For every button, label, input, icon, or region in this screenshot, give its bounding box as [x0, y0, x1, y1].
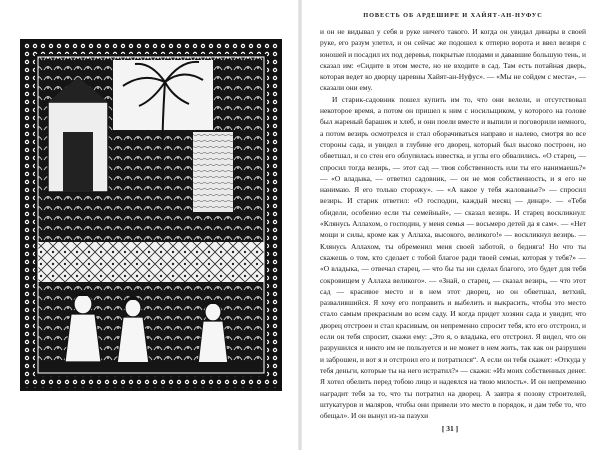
engraved-garden-scene-icon [20, 39, 282, 391]
book-gutter [298, 0, 302, 450]
paragraph: И старик-садовник пошел купить им то, что они велели, и отсутствовал некоторое время, а потом он пришел к ним с носильщиком, у которого на голове был жареный барашек и хлеб, и они поели вместе и выпили и поговорили немного, а потом везирь осмотрелся и стал оборачиваться направо и налево, смотря во все стороны сада, и увидел в глубине его дворец, который был высоко построен, но обветшал, и со стен его облупилась известка, и углы его обвалились. «О старец, — спросил тогда везирь, — этот сад — твоя собственность или ты его нанимаешь?» — «О владыка, — ответил садовник, — он не моя собственность, и я его не нанимаю. Я его только сторожу». — «А какое у тебя жалованье?» — спросил везирь. И старик ответил: «О господин, каждый месяц — динар». — «Тебя обидели, особенно если ты семейный», — сказал везирь. И старец воскликнул: «Клянусь Аллахом, о господин, у меня семья — восьмеро детей да я сам». — «Нет мощи и силы, кроме как у Аллаха, высокого, великого!» — воскликнул везирь. — Клянусь Аллахом, ты обременил меня своей заботой, о бедняга! Но что ты скажешь о том, кто сделает с тобой благое ради твоей семьи, которая у тебя?» — «О владыка, — отвечал старец, — что бы ты ни сделал благого, это будет для тебя сокровищем у Аллаха великого». — «Знай, о старец, — сказал везирь, — что этот сад — красивое место и в нем этот дворец, но он обветшал, ветхий, развалившийся. Я хочу его поправить и выбелить и выкрасить, чтобы это место стало самым прекрасным во всем саду. И когда придет хозяин сада и увидит, что дворец отстроен и стал красивым, он непременно спросит тебя, кто его отстроил, и если он тебя спросит, скажи ему: „Это я, о владыка, его отстроил. Я видел, что он разрушился и никто им не пользуется и не может в нем жить, так как он разрушен и заброшен, и вот я и отстроил его и потратился“. А если он тебя скажет: «Откуда у тебя деньги, которые ты на него истратил?» — скажи: «Из моих собственных денег. Я хотел обелить перед тобою лицо и надеялся на твою милость». И он непременно наградит тебя за то, что ты потратил на дворец. А завтра я позову строителей, штукатуров и маляров, чтобы они привели это место в порядок, и дам тебе то, что обещал». И он вынул из-за пазухи [320, 94, 586, 421]
running-title: ПОВЕСТЬ ОБ АРДЕШИРЕ И ХАЙЯТ-АН-НУФУС [363, 12, 543, 19]
paragraph: и он не видывал у себя в руке ничего такого. И когда он увидал динары в своей руке, его разум улетел, и он сейчас же подошел к отперю ворота и ввел везиря с юношей и посадил их под деревья, покрытые плодами и дававшие большую тень, и сказал им: «Сидите в этом месте, но не входите в сад. Там есть потайная дверь, которая ведет ко дворцу царевны Хайят-ан-Нуфус». — «Мы не сойдем с места», — сказали они ему. [320, 27, 586, 93]
body-text [320, 26, 586, 424]
page-number: [ 31 ] [441, 424, 459, 433]
